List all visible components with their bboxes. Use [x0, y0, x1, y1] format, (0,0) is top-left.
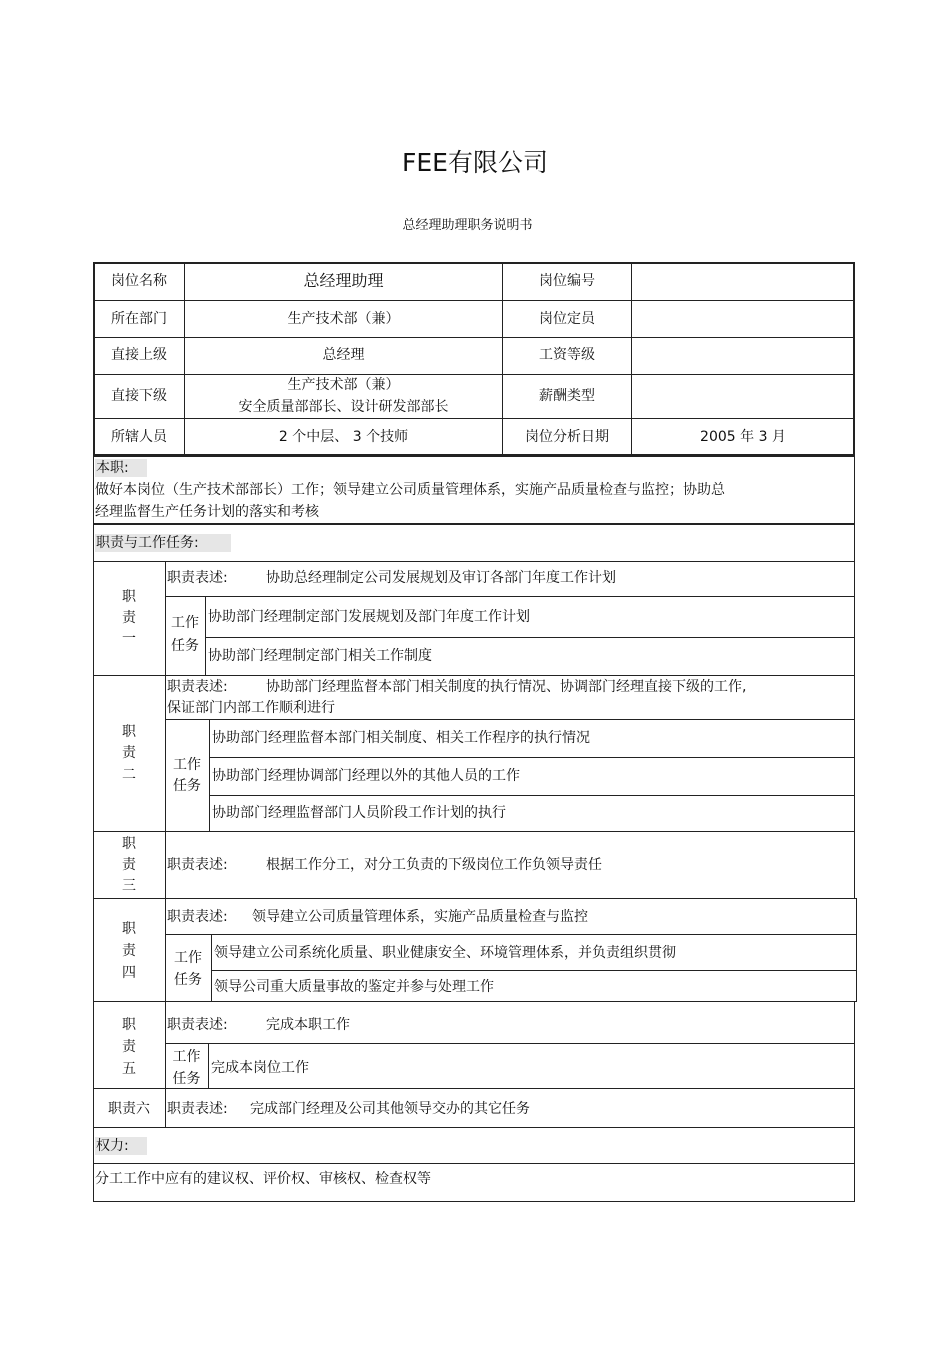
post-name-label: 岗位名称	[111, 273, 167, 289]
duty-4-label-2: 责	[122, 943, 136, 959]
divider	[166, 1043, 854, 1044]
duties-header: 职责与工作任务:	[95, 534, 231, 552]
duty-2-task-3: 协助部门经理监督部门人员阶段工作计划的执行	[212, 805, 506, 821]
divider	[165, 676, 166, 831]
duty-2-label-1: 职	[122, 724, 136, 740]
divider	[165, 1089, 166, 1127]
subordinate-value-line1: 生产技术部（兼）	[287, 377, 400, 393]
duty-4-task-label-1: 工作	[174, 950, 202, 966]
company-name: FEE有限公司	[402, 148, 548, 177]
duty-6-label: 职责六	[108, 1101, 150, 1117]
duty-4-task-label-2: 任务	[174, 972, 202, 988]
document-title: 总经理助理职务说明书	[402, 218, 533, 233]
divider	[94, 374, 854, 375]
duty-1-label-3: 一	[122, 631, 136, 647]
divider	[631, 263, 632, 455]
subordinate-value-line2: 安全质量部部长、设计研发部部长	[238, 399, 449, 415]
duty-3-label-2: 责	[122, 857, 136, 873]
headcount-label: 岗位定员	[539, 311, 595, 327]
divider	[206, 637, 854, 638]
duty-5-desc: 完成本职工作	[266, 1017, 350, 1033]
duty-1-task-1: 协助部门经理制定部门发展规划及部门年度工作计划	[208, 609, 530, 625]
authority-header: 权力:	[95, 1137, 147, 1155]
duty-2-task-2: 协助部门经理协调部门经理以外的其他人员的工作	[212, 768, 520, 784]
duty-3-label-3: 三	[122, 878, 136, 894]
duty-3-label-1: 职	[122, 836, 136, 852]
duty-5-label-1: 职	[122, 1017, 136, 1033]
duty-5-desc-label: 职责表述:	[167, 1017, 228, 1033]
post-name-value: 总经理助理	[303, 271, 384, 290]
duty-3-desc: 根据工作分工，对分工负责的下级岗位工作负领导责任	[266, 857, 602, 873]
duty-4-label-3: 四	[122, 965, 136, 981]
duty-4-task-1: 领导建立公司系统化质量、职业健康安全、环境管理体系，并负责组织贯彻	[214, 945, 676, 961]
duty-2-label-3: 二	[122, 767, 136, 783]
subordinate-label: 直接下级	[111, 388, 167, 404]
post-no-label: 岗位编号	[539, 273, 595, 289]
divider	[212, 970, 856, 971]
summary-line1: 做好本岗位（生产技术部部长）工作；领导建立公司质量管理体系，实施产品质量检查与监控；协助总	[95, 482, 725, 498]
staff-value: 2 个中层、 3 个技师	[278, 429, 409, 445]
pay-type-label: 薪酬类型	[539, 388, 595, 404]
duty-1-task-label-2: 任务	[171, 638, 199, 654]
duty-4-desc: 领导建立公司质量管理体系，实施产品质量检查与监控	[252, 909, 588, 925]
divider	[166, 719, 854, 720]
dept-value: 生产技术部（兼）	[287, 311, 400, 327]
divider	[210, 757, 854, 758]
duty-5-task-1: 完成本岗位工作	[211, 1060, 309, 1076]
divider	[211, 935, 212, 1001]
analysis-date-value: 2005 年 3 月	[700, 429, 786, 445]
summary-header: 本职:	[95, 459, 147, 477]
duty-1-desc: 协助总经理制定公司发展规划及审订各部门年度工作计划	[266, 570, 616, 586]
divider	[208, 1044, 209, 1088]
duty-2-task-label-2: 任务	[173, 778, 201, 794]
duty-2-desc-label: 职责表述:	[167, 679, 228, 695]
divider	[165, 832, 166, 898]
duty-6-desc-label: 职责表述:	[167, 1101, 228, 1117]
divider	[166, 596, 854, 597]
analysis-date-label: 岗位分析日期	[525, 429, 609, 445]
duty-1-task-2: 协助部门经理制定部门相关工作制度	[208, 648, 432, 664]
duty-2-task-label-1: 工作	[173, 757, 201, 773]
superior-label: 直接上级	[111, 347, 167, 363]
authority-content: 分工工作中应有的建议权、评价权、审核权、检查权等	[95, 1171, 431, 1187]
divider	[94, 300, 854, 301]
duty-5-task-label-2: 任务	[172, 1071, 201, 1087]
duty-1-desc-label: 职责表述:	[167, 570, 228, 586]
duty-1-task-label-1: 工作	[171, 615, 199, 631]
divider	[94, 1163, 854, 1164]
divider	[94, 418, 854, 419]
divider	[166, 934, 856, 935]
duty-6-desc: 完成部门经理及公司其他领导交办的其它任务	[250, 1101, 530, 1117]
duty-2-desc: 协助部门经理监督本部门相关制度的执行情况、协调部门经理直接下级的工作,	[266, 679, 747, 695]
dept-label: 所在部门	[111, 311, 167, 327]
authority-section	[93, 1127, 855, 1202]
duty-5-label-2: 责	[122, 1039, 136, 1055]
duty-2-task-1: 协助部门经理监督本部门相关制度、相关工作程序的执行情况	[212, 730, 590, 746]
duty-1-label-1: 职	[122, 589, 136, 605]
duty-2-label-2: 责	[122, 745, 136, 761]
duty-2-desc-line2: 保证部门内部工作顺利进行	[167, 700, 335, 716]
divider	[209, 720, 210, 831]
staff-label: 所辖人员	[111, 429, 167, 445]
duty-3-desc-label: 职责表述:	[167, 857, 228, 873]
divider	[210, 795, 854, 796]
divider	[205, 597, 206, 675]
summary-line2: 经理监督生产任务计划的落实和考核	[95, 504, 319, 520]
duty-4-task-2: 领导公司重大质量事故的鉴定并参与处理工作	[214, 979, 494, 995]
duty-5-label-3: 五	[122, 1061, 136, 1077]
duty-1-label-2: 责	[122, 610, 136, 626]
duty-4-desc-label: 职责表述:	[167, 909, 228, 925]
divider	[94, 337, 854, 338]
grade-label: 工资等级	[539, 347, 595, 363]
superior-value: 总经理	[322, 347, 365, 363]
duty-5-task-label-1: 工作	[172, 1049, 201, 1065]
duty-4-label-1: 职	[122, 921, 136, 937]
